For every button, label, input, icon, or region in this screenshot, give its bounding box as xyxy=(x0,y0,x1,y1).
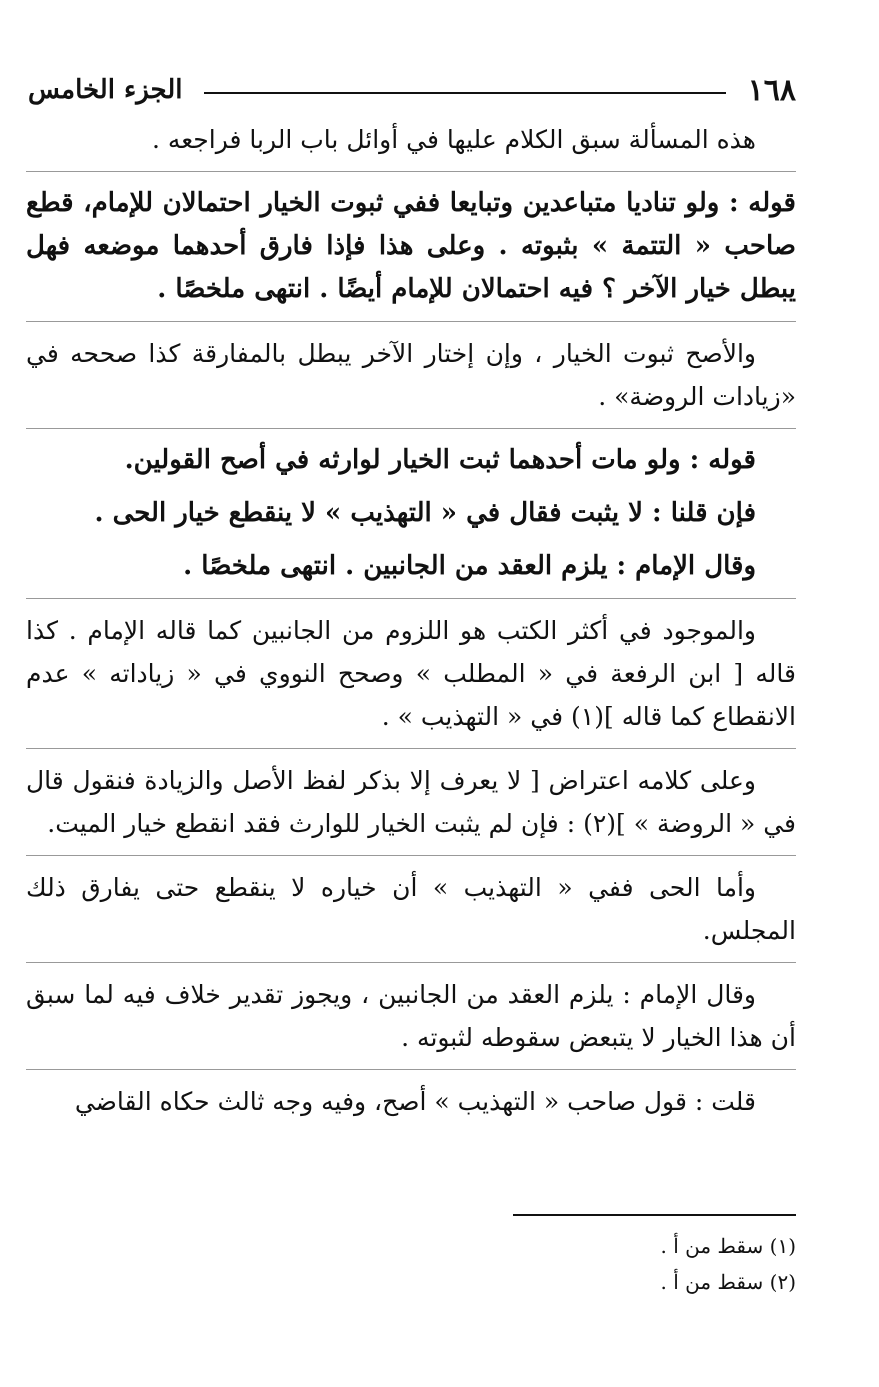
separator-line xyxy=(26,428,796,429)
paragraph-4-quote: قوله : ولو مات أحدهما ثبت الخيار لوارثه في أصح القولين. xyxy=(124,445,756,475)
separator-line xyxy=(26,321,796,322)
separator-line xyxy=(26,598,796,599)
paragraph-11: قلت : قول صاحب « التهذيب » أصح، وفيه وجه ثالث حكاه القاضي xyxy=(74,1087,756,1116)
volume-title: الجزء الخامس xyxy=(28,75,183,105)
paragraph-1: هذه المسألة سبق الكلام عليها في أوائل باب الربا فراجعه . xyxy=(151,125,756,154)
separator-line xyxy=(26,748,796,749)
main-text xyxy=(26,118,796,1133)
separator-line xyxy=(26,962,796,963)
separator-line xyxy=(26,1069,796,1070)
paragraph-7: والموجود في أكثر الكتب هو اللزوم من الجانبين كما قاله الإمام . كذا قاله [ ابن الرفعة في « المطلب » وصحح النووي في « زياداته » عدم الانقطاع كما قاله ](١) في « التهذيب » . xyxy=(26,616,796,731)
paragraph-8: وعلى كلامه اعتراض [ لا يعرف إلا بذكر لفظ الأصل والزيادة فنقول قال في « الروضة » ](٢) : فإن لم يثبت الخيار للوارث فقد انقطع خيار الميت. xyxy=(26,766,796,838)
paragraph-5-quote: فإن قلنا : لا يثبت فقال في « التهذيب » لا ينقطع خيار الحى . xyxy=(94,498,756,528)
paragraph-3: والأصح ثبوت الخيار ، وإن إختار الآخر يبطل بالمفارقة كذا صححه في «زيادات الروضة» . xyxy=(26,339,796,411)
page-header xyxy=(28,66,796,114)
footnote-rule xyxy=(513,1214,796,1216)
separator-line xyxy=(26,855,796,856)
footnotes xyxy=(26,1228,796,1300)
footnote-2: (٢) سقط من أ . xyxy=(660,1270,796,1294)
footnote-1: (١) سقط من أ . xyxy=(660,1234,796,1258)
paragraph-2-quote: قوله : ولو تناديا متباعدين وتبايعا ففي ثبوت الخيار احتمالان للإمام، قطع صاحب « التتمة » بثبوته . وعلى هذا فإذا فارق أحدهما موضعه فهل يبطل خيار الآخر ؟ فيه احتمالان للإمام أيضًا . انتهى ملخصًا . xyxy=(26,188,796,304)
paragraph-10: وقال الإمام : يلزم العقد من الجانبين ، ويجوز تقدير خلاف فيه لما سبق أن هذا الخيار لا يتبعض سقوطه لثبوته . xyxy=(26,980,796,1052)
paragraph-6-quote: وقال الإمام : يلزم العقد من الجانبين . انتهى ملخصًا . xyxy=(183,551,756,581)
separator-line xyxy=(26,171,796,172)
paragraph-9: وأما الحى ففي « التهذيب » أن خياره لا ينقطع حتى يفارق ذلك المجلس. xyxy=(26,873,796,945)
page-number: ١٦٨ xyxy=(747,72,796,108)
header-rule xyxy=(204,92,725,94)
